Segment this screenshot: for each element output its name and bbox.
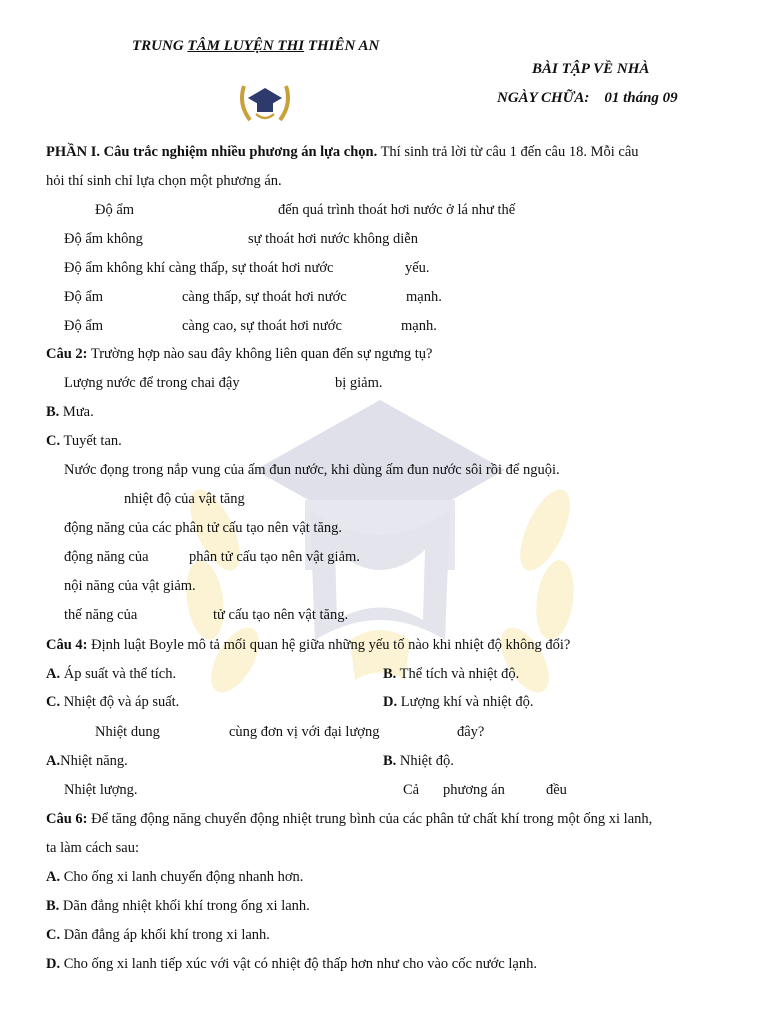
line-q2-a-part2 xyxy=(335,375,383,392)
line-q1-c-part2 xyxy=(182,289,347,306)
line-text: Định luật Boyle mô tả mối quan hệ giữa những yếu tố nào khi nhiệt độ không đổi? xyxy=(87,637,571,653)
line-text: đây? xyxy=(457,724,485,740)
line-q5-cd-part2 xyxy=(403,782,419,799)
line-text: Tuyết tan. xyxy=(60,433,122,449)
line-q1-b-part1 xyxy=(64,260,333,277)
center-name: TRUNG TÂM LUYỆN THI THIÊN AN xyxy=(132,38,380,54)
line-q5-ab-part1 xyxy=(46,753,128,770)
line-q1-d-part1 xyxy=(64,318,103,335)
line-text: yếu. xyxy=(405,260,430,276)
line-text: Độ ẩm xyxy=(95,202,135,218)
line-text: Cả xyxy=(403,782,420,798)
line-text: Nhiệt dung xyxy=(95,724,160,740)
line-q3-c xyxy=(64,578,196,595)
line-q6-stem2 xyxy=(46,840,139,857)
line-q4-stem xyxy=(46,637,570,654)
line-text: tử cấu tạo nên vật tăng. xyxy=(213,607,349,623)
line-q3-b-part2 xyxy=(189,549,360,566)
option-label: A. xyxy=(46,869,61,885)
line-q5-stem-part2 xyxy=(229,724,379,741)
line-q2-stem xyxy=(46,346,433,363)
line-q3-stem xyxy=(124,491,245,508)
line-text: nhiệt độ của vật tăng xyxy=(124,491,245,507)
line-text: Nhiệt độ và áp suất. xyxy=(60,694,180,710)
correction-date: NGÀY CHỮA: 01 tháng 09 xyxy=(497,90,678,106)
line-q5-cd-part3 xyxy=(443,782,505,799)
line-text: Nhiệt lượng. xyxy=(64,782,138,798)
line-text: Dãn đẳng nhiệt khối khí trong ống xi lanh. xyxy=(59,898,310,914)
line-text: càng thấp, sự thoát hơi nước xyxy=(182,289,347,305)
line-q4-ab-part1 xyxy=(46,666,176,683)
option-label: A. xyxy=(46,753,61,769)
option-label: B. xyxy=(383,753,397,769)
line-text: Nhiệt năng. xyxy=(60,753,128,769)
line-q6-stem1 xyxy=(46,811,652,828)
line-text: Dãn đẳng áp khối khí trong xi lanh. xyxy=(60,927,270,943)
line-q1-c-part1 xyxy=(64,289,103,306)
option-label: B. xyxy=(46,898,60,914)
line-text: Lượng nước để trong chai đậy xyxy=(64,375,240,391)
line-text: Trường hợp nào sau đây không liên quan đến sự ngưng tụ? xyxy=(87,346,433,362)
watermark-logo xyxy=(175,380,585,710)
line-q2-a-part1 xyxy=(64,375,240,392)
line-q3-d-part1 xyxy=(64,607,137,624)
option-label: C. xyxy=(46,927,61,943)
center-logo-icon xyxy=(236,78,294,126)
line-text: mạnh. xyxy=(401,318,437,334)
line-text: Độ ẩm không khí càng thấp, sự thoát hơi nước xyxy=(64,260,334,276)
line-text: đến quá trình thoát hơi nước ở lá như thế xyxy=(278,202,516,218)
option-label: C. xyxy=(46,433,61,449)
line-q5-stem-part3 xyxy=(457,724,484,741)
line-q3-b-part1 xyxy=(64,549,149,566)
line-q2-c xyxy=(46,433,122,450)
line-text: ta làm cách sau: xyxy=(46,840,139,856)
option-label: B. xyxy=(46,404,60,420)
line-q6-c xyxy=(46,927,270,944)
line-q6-a xyxy=(46,869,303,886)
homework-title: BÀI TẬP VỀ NHÀ xyxy=(532,61,650,77)
option-label: Câu 4: xyxy=(46,637,88,653)
line-text: thế năng của xyxy=(64,607,138,623)
line-text: động năng của xyxy=(64,549,149,565)
section-intro: PHẦN I. Câu trắc nghiệm nhiều phương án lựa chọn. Thí sinh trả lời từ câu 1 đến câu 18. Mỗi câu xyxy=(46,144,639,160)
line-text: Áp suất và thể tích. xyxy=(60,666,177,682)
option-label: B. xyxy=(383,666,397,682)
line-q3-a xyxy=(64,520,342,537)
line-text: Cho ống xi lanh chuyển động nhanh hơn. xyxy=(60,869,304,885)
line-q4-cd-part1 xyxy=(46,694,179,711)
line-q4-cd-part2 xyxy=(383,694,533,711)
line-q2-b xyxy=(46,404,94,421)
line-q4-ab-part2 xyxy=(383,666,519,683)
line-text: Độ ẩm xyxy=(64,318,104,334)
line-text: Độ ẩm xyxy=(64,289,104,305)
line-text: phương án xyxy=(443,782,505,798)
line-q1-c-part3 xyxy=(406,289,442,306)
line-text: Cho ống xi lanh tiếp xúc với vật có nhiệt độ thấp hơn như cho vào cốc nước lạnh. xyxy=(60,956,537,972)
line-text: động năng của các phân tử cấu tạo nên vật tăng. xyxy=(64,520,343,536)
line-text: mạnh. xyxy=(406,289,442,305)
line-text: đều xyxy=(546,782,567,798)
line-q1-stem-part2 xyxy=(278,202,515,219)
line-text: Để tăng động năng chuyển động nhiệt trung bình của các phân tử chất khí trong một ống xi lanh, xyxy=(87,811,653,827)
line-text: Độ ẩm không xyxy=(64,231,143,247)
line-text: bị giảm. xyxy=(335,375,383,391)
option-label: Câu 6: xyxy=(46,811,88,827)
line-text: Nhiệt độ. xyxy=(396,753,454,769)
line-q2-d xyxy=(64,462,560,479)
line-q5-ab-part2 xyxy=(383,753,454,770)
line-q5-stem-part1 xyxy=(95,724,160,741)
section-intro-cont: hỏi thí sinh chỉ lựa chọn một phương án. xyxy=(46,173,282,189)
line-text: Thể tích và nhiệt độ. xyxy=(396,666,520,682)
line-text: nội năng của vật giảm. xyxy=(64,578,196,594)
option-label: A. xyxy=(46,666,61,682)
line-text: Lượng khí và nhiệt độ. xyxy=(397,694,534,710)
option-label: Câu 2: xyxy=(46,346,88,362)
line-text: phân tử cấu tạo nên vật giảm. xyxy=(189,549,360,565)
line-q1-stem-part1 xyxy=(95,202,134,219)
option-label: D. xyxy=(46,956,61,972)
option-label: D. xyxy=(383,694,398,710)
line-text: Nước đọng trong nắp vung của ấm đun nước, khi dùng ấm đun nước sôi rồi để nguội. xyxy=(64,462,560,478)
line-q6-d xyxy=(46,956,537,973)
line-q1-b-part2 xyxy=(405,260,430,277)
option-label: C. xyxy=(46,694,61,710)
line-q1-d-part2 xyxy=(182,318,342,335)
line-q5-cd-part4 xyxy=(546,782,567,799)
line-text: càng cao, sự thoát hơi nước xyxy=(182,318,342,334)
line-q3-d-part2 xyxy=(213,607,348,624)
line-text: cùng đơn vị với đại lượng xyxy=(229,724,380,740)
line-q1-d-part3 xyxy=(401,318,437,335)
line-q6-b xyxy=(46,898,310,915)
line-q5-cd-part1 xyxy=(64,782,138,799)
line-text: sự thoát hơi nước không diễn xyxy=(248,231,418,247)
line-text: Mưa. xyxy=(59,404,94,420)
line-q1-a-part2 xyxy=(248,231,418,248)
line-q1-a-part1 xyxy=(64,231,143,248)
